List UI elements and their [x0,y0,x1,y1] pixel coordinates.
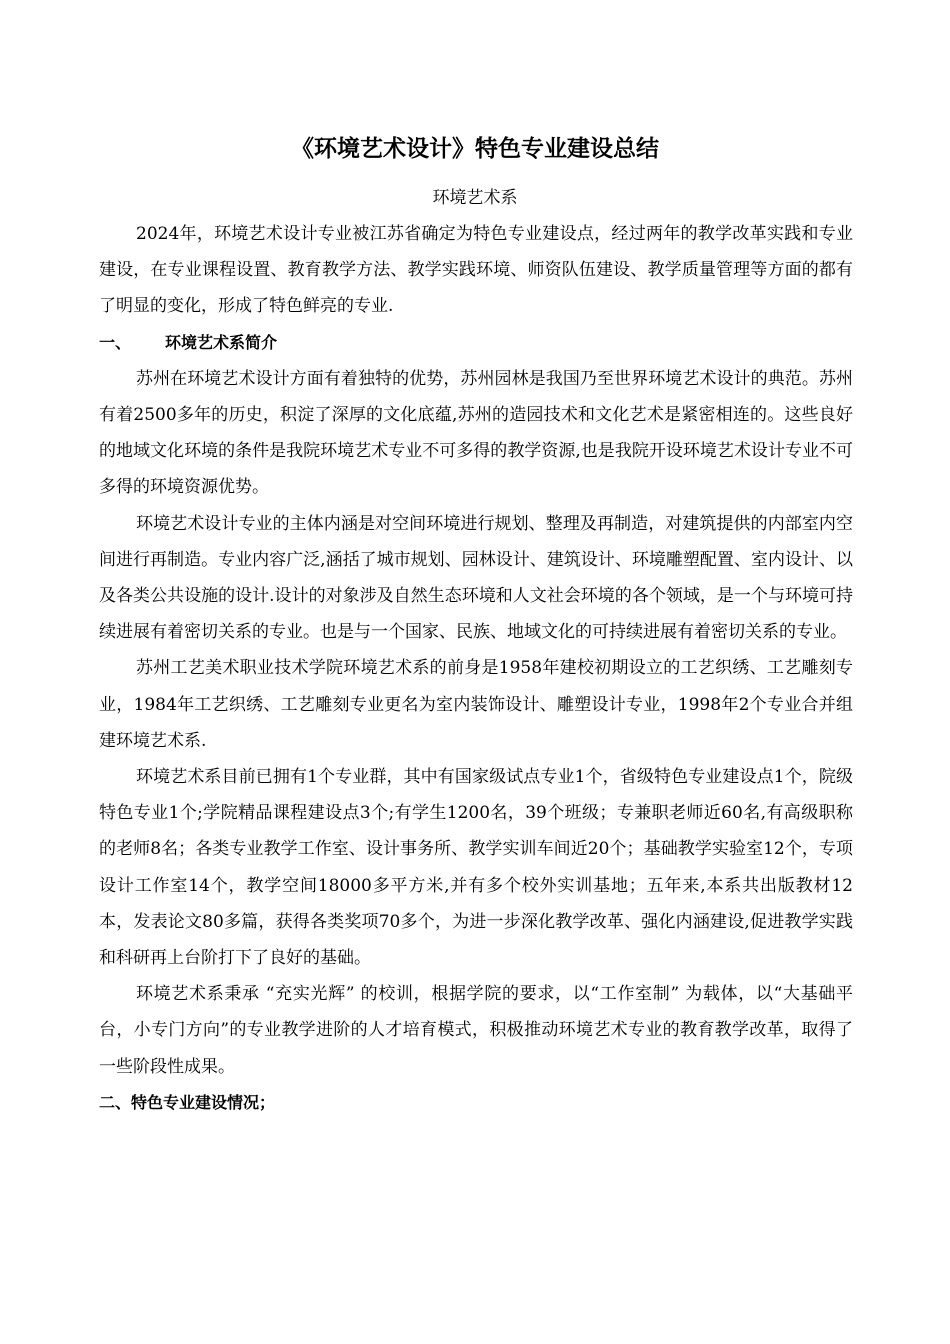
section-1-paragraph-2: 环境艺术设计专业的主体内涵是对空间环境进行规划、整理及再制造，对建筑提供的内部室内空间进行再制造。专业内容广泛,涵括了城市规划、园林设计、建筑设计、环境雕塑配置、室内设计、以及各类公共设施的设计.设计的对象涉及自然生态环境和人文社会环境的各个领域，是一个与环境可持续进展有着密切关系的专业。也是与一个国家、民族、地域文化的可持续进展有着密切关系的专业。 [99,513,853,643]
section-1-paragraph-4: 环境艺术系目前已拥有1个专业群，其中有国家级试点专业1个，省级特色专业建设点1个，院级特色专业1个;学院精品课程建设点3个;有学生1200名，39个班级；专兼职老师近60名,有高级职称的老师8名；各类专业教学工作室、设计事务所、教学实训车间近20个；基础教学实验室12个，专项设计工作室14个，教学空间18000多平方米,并有多个校外实训基地；五年来,本系共出版教材12本，发表论文80多篇，获得各类奖项70多个，为进一步深化教学改革、强化内涵建设,促进教学实践和科研再上台阶打下了良好的基础。 [99,767,853,969]
section-1-paragraph-3: 苏州工艺美术职业技术学院环境艺术系的前身是1958年建校初期设立的工艺织绣、工艺雕刻专业，1984年工艺织绣、工艺雕刻专业更名为室内装饰设计、雕塑设计专业，1998年2个专业合并组建环境艺术系. [99,658,853,751]
document-body [99,216,853,1121]
intro-paragraph: 2024年，环境艺术设计专业被江苏省确定为特色专业建设点，经过两年的教学改革实践和专业建设，在专业课程设置、教育教学方法、教学实践环境、师资队伍建设、教学质量管理等方面的都有了明显的变化，形成了特色鲜亮的专业. [99,224,853,317]
section-1-number: 一、 [99,332,132,352]
section-1-paragraph-1: 苏州在环境艺术设计方面有着独特的优势，苏州园林是我国乃至世界环境艺术设计的典范。苏州有着2500多年的历史，积淀了深厚的文化底蕴,苏州的造园技术和文化艺术是紧密相连的。这些良好的地域文化环境的条件是我院环境艺术专业不可多得的教学资源,也是我院开设环境艺术设计专业不可多得的环境资源优势。 [99,368,853,498]
document-title: 《环境艺术设计》特色专业建设总结 [291,136,659,162]
section-1-title: 环境艺术系简介 [165,332,278,352]
section-1-heading [99,325,853,361]
department-name: 环境艺术系 [432,188,518,208]
section-2-heading: 二、特色专业建设情况； [99,1092,276,1112]
section-1-paragraph-5: 环境艺术系秉承 “充实光辉” 的校训，根据学院的要求，以“工作室制” 为载体，以“大基础平台，小专门方向”的专业教学进阶的人才培育模式，积极推动环境艺术专业的教育教学改革，取得了一些阶段性成果。 [99,984,853,1077]
